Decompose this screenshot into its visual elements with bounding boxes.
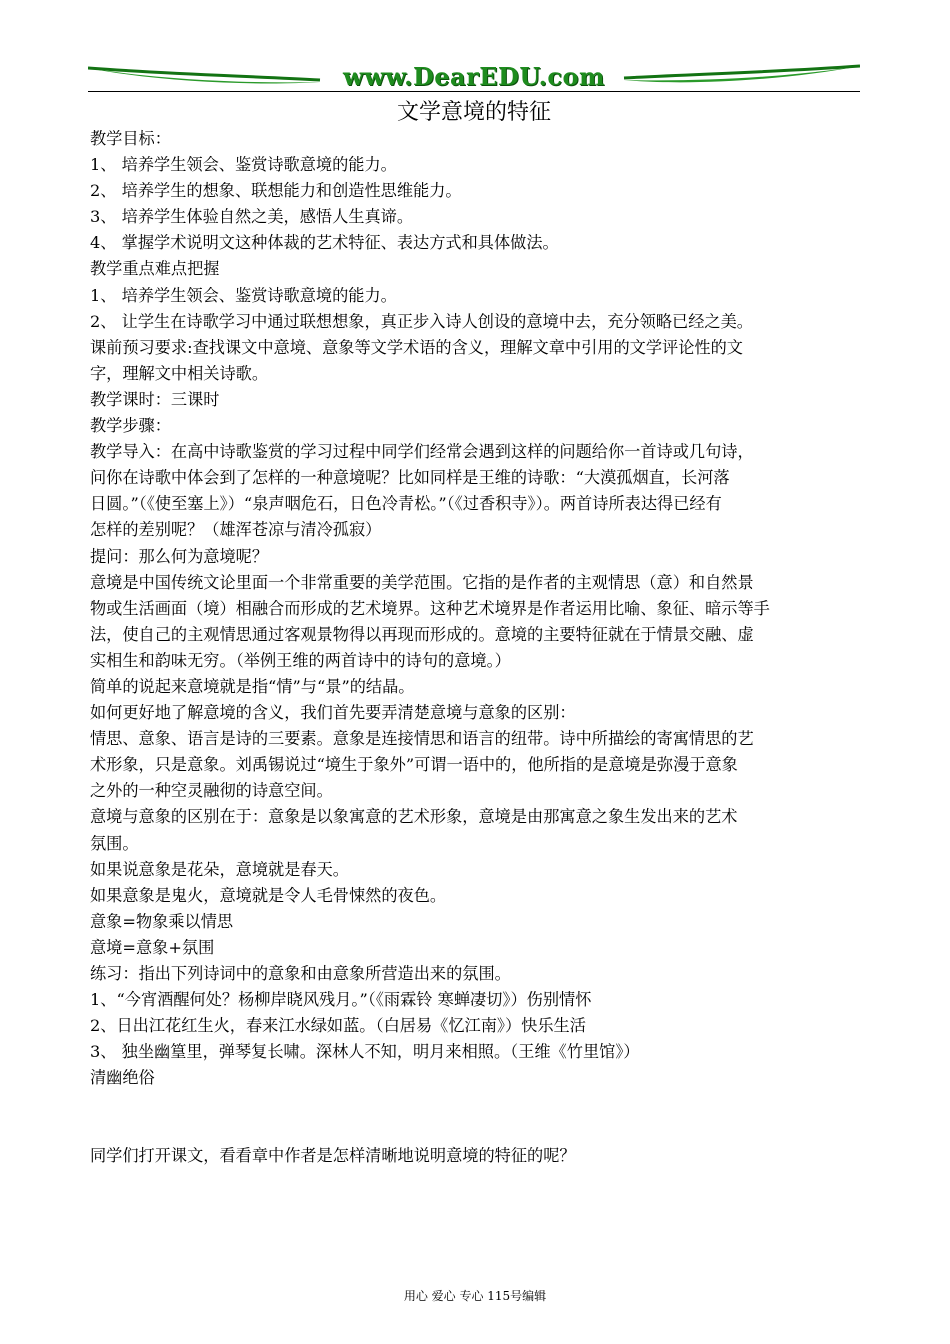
text-line: 意境与意象的区别在于：意象是以象寓意的艺术形象，意境是由那寓意之象生发出来的艺术 bbox=[90, 807, 738, 827]
document-title: 文学意境的特征 bbox=[396, 100, 551, 125]
text-line: 简单的说起来意境就是指“情”与“景”的结晶。 bbox=[90, 676, 415, 696]
text-line: 如果说意象是花朵，意境就是春天。 bbox=[90, 859, 349, 879]
text-line: 教学导入：在高中诗歌鉴赏的学习过程中同学们经常会遇到这样的问题给你一首诗或几句诗， bbox=[90, 442, 754, 462]
site-logo-text[interactable]: www.DearEDU.com bbox=[343, 62, 605, 91]
text-line: 如何更好地了解意境的含义，我们首先要弄清楚意境与意象的区别： bbox=[90, 703, 576, 723]
text-line: 课前预习要求:查找课文中意境、意象等文学术语的含义，理解文章中引用的文学评论性的文 bbox=[90, 337, 743, 357]
text-line: 法，使自己的主观情思通过客观景物得以再现而形成的。意境的主要特征就在于情景交融、虚 bbox=[90, 624, 754, 644]
text-line: 教学步骤： bbox=[90, 416, 171, 436]
text-line: 1、“今宵酒醒何处？杨柳岸晓风残月。”（《雨霖铃 寒蝉凄切》）伤别情怀 bbox=[90, 990, 592, 1010]
text-line: 清幽绝俗 bbox=[90, 1068, 155, 1088]
header-divider bbox=[88, 91, 860, 92]
text-line: 意境=意象+氛围 bbox=[90, 937, 215, 957]
text-line: 教学重点难点把握 bbox=[90, 259, 220, 279]
text-line: 3、 独坐幽篁里，弹琴复长啸。深林人不知，明月来相照。（王维《竹里馆》） bbox=[90, 1042, 640, 1062]
text-line: 术形象，只是意象。刘禹锡说过“境生于象外”可谓一语中的，他所指的是意境是弥漫于意象 bbox=[90, 755, 738, 775]
text-line: 日圆。”（《使至塞上》）“泉声咽危石，日色冷青松。”（《过香积寺》）。两首诗所表达得已经有 bbox=[90, 494, 722, 514]
text-line: 2、 培养学生的想象、联想能力和创造性思维能力。 bbox=[90, 181, 462, 201]
text-line: 之外的一种空灵融彻的诗意空间。 bbox=[90, 781, 333, 801]
text-line: 字，理解文中相关诗歌。 bbox=[90, 363, 269, 383]
text-line: 意象=物象乘以情思 bbox=[90, 911, 234, 931]
text-line: 怎样的差别呢？（雄浑苍凉与清冷孤寂） bbox=[90, 520, 382, 540]
text-line: 提问：那么何为意境呢？ bbox=[90, 546, 269, 566]
text-line: 2、 让学生在诗歌学习中通过联想想象，真正步入诗人创设的意境中去，充分领略已经之美。 bbox=[90, 311, 753, 331]
text-line: 2、日出江花红生火，春来江水绿如蓝。（白居易《忆江南》）快乐生活 bbox=[90, 1016, 586, 1036]
text-line: 情思、意象、语言是诗的三要素。意象是连接情思和语言的纽带。诗中所描绘的寄寓情思的艺 bbox=[90, 729, 754, 749]
text-line: 练习：指出下列诗词中的意象和由意象所营造出来的氛围。 bbox=[90, 964, 511, 983]
text-line: 1、 培养学生领会、鉴赏诗歌意境的能力。 bbox=[90, 155, 397, 175]
page-footer: 用心 爱心 专心 115号编辑 bbox=[403, 1289, 547, 1303]
text-line: 教学课时：三课时 bbox=[90, 389, 220, 409]
text-line: 4、 掌握学术说明文这种体裁的艺术特征、表达方式和具体做法。 bbox=[90, 233, 559, 253]
document-body bbox=[90, 126, 862, 1170]
text-line: 氛围。 bbox=[90, 833, 139, 853]
text-line: 3、 培养学生体验自然之美，感悟人生真谛。 bbox=[90, 207, 414, 227]
text-line: 1、 培养学生领会、鉴赏诗歌意境的能力。 bbox=[90, 285, 397, 305]
text-line: 物或生活画面（境）相融合而形成的艺术境界。这种艺术境界是作者运用比喻、象征、暗示等手 bbox=[90, 598, 770, 618]
text-line: 问你在诗歌中体会到了怎样的一种意境呢？比如同样是王维的诗歌：“大漠孤烟直，长河落 bbox=[90, 468, 730, 488]
text-line: 实相生和韵味无穷。（举例王维的两首诗中的诗句的意境。） bbox=[90, 650, 511, 670]
text-line: 如果意象是鬼火，意境就是令人毛骨悚然的夜色。 bbox=[90, 885, 447, 905]
text-line: 教学目标： bbox=[90, 129, 171, 148]
blank-space bbox=[90, 1091, 862, 1143]
closing-line: 同学们打开课文，看看章中作者是怎样清晰地说明意境的特征的呢？ bbox=[90, 1146, 576, 1166]
text-line: 意境是中国传统文论里面一个非常重要的美学范围。它指的是作者的主观情思（意）和自然景 bbox=[90, 572, 754, 592]
